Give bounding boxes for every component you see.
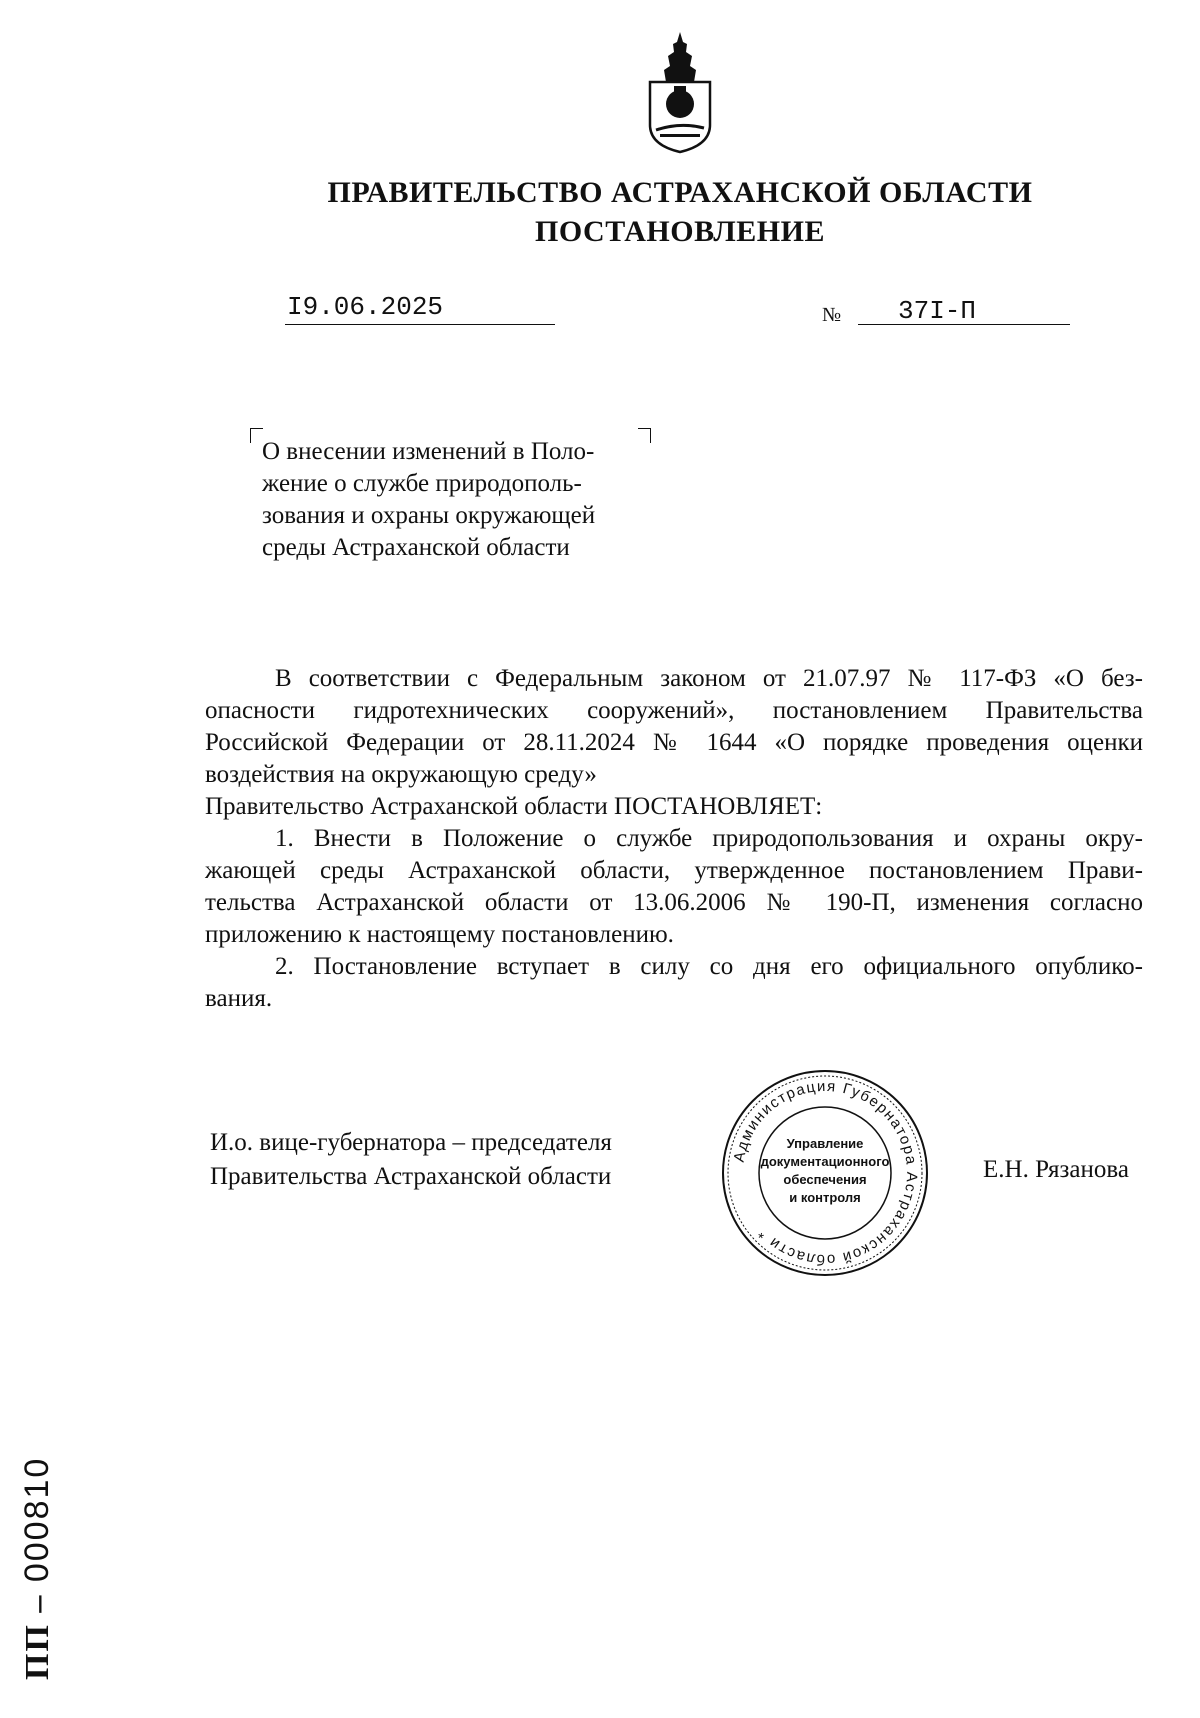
signatory-title-line: И.о. вице-губернатора – председателя bbox=[210, 1129, 612, 1156]
preamble-line: воздействия на окружающую среду» bbox=[205, 761, 597, 788]
registration-prefix: ПП – bbox=[19, 1593, 56, 1680]
item1-line: жающей среды Астраханской области, утвержденное постановлением Прави- bbox=[205, 857, 1143, 884]
subject-line: зования и охраны окружающей bbox=[262, 502, 596, 529]
signatory-title-line: Правительства Астраханской области bbox=[210, 1163, 612, 1190]
item1-line: тельства Астраханской области от 13.06.2006 № 190-П, изменения согласно bbox=[205, 889, 1143, 916]
subject-line: О внесении изменений в Поло- bbox=[262, 438, 595, 465]
subject-line: жение о службе природополь- bbox=[262, 470, 582, 497]
registration-number bbox=[18, 1457, 57, 1680]
resolves-line: Правительство Астраханской области ПОСТАНОВЛЯЕТ: bbox=[205, 793, 823, 820]
official-stamp bbox=[720, 1068, 930, 1278]
document-date: I9.06.2025 bbox=[287, 292, 444, 322]
number-sign: № bbox=[822, 304, 842, 326]
document-number: 37I-П bbox=[898, 296, 977, 326]
item1-line: 1. Внести в Положение о службе природопользования и охраны окру- bbox=[275, 825, 1143, 852]
item2-line: 2. Постановление вступает в силу со дня его официального опублико- bbox=[275, 953, 1143, 980]
stamp-center-line: Управление bbox=[786, 1136, 864, 1151]
document-subject bbox=[262, 436, 652, 564]
stamp-center-line: и контроля bbox=[789, 1190, 861, 1205]
stamp-center-line: документационного bbox=[760, 1154, 890, 1169]
item1-line: приложению к настоящему постановлению. bbox=[205, 921, 674, 948]
coat-of-arms-emblem bbox=[640, 30, 720, 155]
preamble-line: Российской Федерации от 28.11.2024 № 1644 «О порядке проведения оценки bbox=[205, 729, 1143, 756]
document-body bbox=[205, 663, 1143, 1015]
preamble-line: В соответствии с Федеральным законом от 21.07.97 № 117-ФЗ «О без- bbox=[275, 665, 1143, 692]
date-underline bbox=[285, 324, 555, 325]
item2-line: вания. bbox=[205, 985, 273, 1012]
stamp-ring-text: Администрация Губернатора Астраханской области * bbox=[730, 1077, 921, 1269]
preamble-line: опасности гидротехнических сооружений», постановлением Правительства bbox=[205, 697, 1143, 724]
subject-line: среды Астраханской области bbox=[262, 534, 570, 561]
government-title: ПРАВИТЕЛЬСТВО АСТРАХАНСКОЙ ОБЛАСТИ bbox=[327, 176, 1033, 209]
stamp-center-line: обеспечения bbox=[783, 1172, 867, 1187]
signatory-name: Е.Н. Рязанова bbox=[983, 1156, 1129, 1183]
document-type-title: ПОСТАНОВЛЕНИЕ bbox=[535, 215, 825, 248]
signatory-title bbox=[210, 1126, 612, 1194]
number-underline bbox=[858, 324, 1070, 325]
registration-digits: 000810 bbox=[18, 1456, 56, 1583]
